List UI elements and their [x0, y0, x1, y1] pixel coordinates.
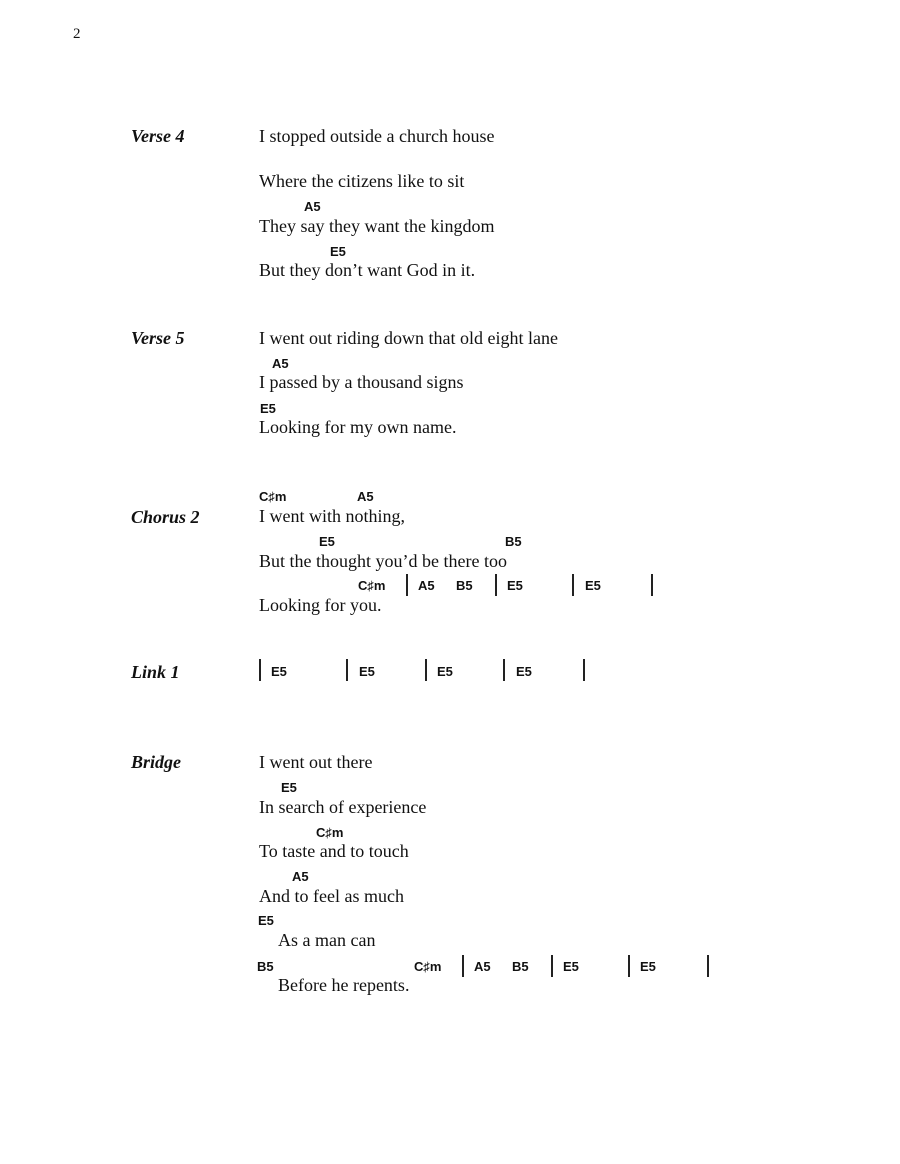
chord-symbol: A5 — [272, 356, 289, 371]
page-number: 2 — [73, 26, 81, 42]
chord-symbol: B5 — [456, 578, 473, 593]
chord-symbol: C♯m — [414, 959, 442, 974]
lyric-line: I passed by a thousand signs — [259, 372, 464, 392]
lyric-line: To taste and to touch — [259, 841, 409, 861]
chord-symbol: C♯m — [358, 578, 386, 593]
barline — [462, 955, 464, 977]
barline — [628, 955, 630, 977]
chord-symbol: A5 — [474, 959, 491, 974]
lyric-line: But the thought you’d be there too — [259, 551, 507, 571]
chord-symbol: A5 — [418, 578, 435, 593]
barline — [707, 955, 709, 977]
barline — [495, 574, 497, 596]
lyric-line: Looking for you. — [259, 595, 382, 615]
chord-symbol: E5 — [258, 913, 274, 928]
barline — [425, 659, 427, 681]
lyric-line: But they don’t want God in it. — [259, 260, 476, 280]
chord-symbol: E5 — [585, 578, 601, 593]
chord-symbol: E5 — [507, 578, 523, 593]
chord-symbol: E5 — [330, 244, 346, 259]
lyric-line: Looking for my own name. — [259, 417, 457, 437]
chord-symbol: E5 — [260, 401, 276, 416]
lyric-line: I went out there — [259, 752, 373, 772]
barline — [583, 659, 585, 681]
barline — [551, 955, 553, 977]
barline — [572, 574, 574, 596]
chord-symbol: B5 — [512, 959, 529, 974]
barline — [259, 659, 261, 681]
chord-symbol: E5 — [563, 959, 579, 974]
chord-symbol: A5 — [304, 199, 321, 214]
section-label-verse-4: Verse 4 — [131, 126, 185, 146]
barline — [406, 574, 408, 596]
chord-symbol: E5 — [516, 664, 532, 679]
barline — [651, 574, 653, 596]
chord-symbol: A5 — [357, 489, 374, 504]
lyric-line: I stopped outside a church house — [259, 126, 495, 146]
chord-symbol: A5 — [292, 869, 309, 884]
chord-symbol: E5 — [271, 664, 287, 679]
chord-symbol: E5 — [319, 534, 335, 549]
barline — [346, 659, 348, 681]
section-label-chorus-2: Chorus 2 — [131, 507, 200, 527]
lyric-line: Where the citizens like to sit — [259, 171, 465, 191]
lyric-line: I went with nothing, — [259, 506, 405, 526]
chord-symbol: E5 — [281, 780, 297, 795]
lyric-line: In search of experience — [259, 797, 427, 817]
lyric-line: They say they want the kingdom — [259, 216, 495, 236]
section-label-link-1: Link 1 — [131, 662, 180, 682]
chord-symbol: E5 — [359, 664, 375, 679]
lyric-line: I went out riding down that old eight lane — [259, 328, 558, 348]
chord-symbol: B5 — [505, 534, 522, 549]
chord-symbol: C♯m — [316, 825, 344, 840]
chord-symbol: B5 — [257, 959, 274, 974]
lyric-line: Before he repents. — [278, 975, 410, 995]
section-label-verse-5: Verse 5 — [131, 328, 185, 348]
chord-symbol: E5 — [640, 959, 656, 974]
barline — [503, 659, 505, 681]
chord-symbol: C♯m — [259, 489, 287, 504]
section-label-bridge: Bridge — [131, 752, 182, 772]
chord-symbol: E5 — [437, 664, 453, 679]
lyric-line: As a man can — [278, 930, 376, 950]
lyric-line: And to feel as much — [259, 886, 404, 906]
